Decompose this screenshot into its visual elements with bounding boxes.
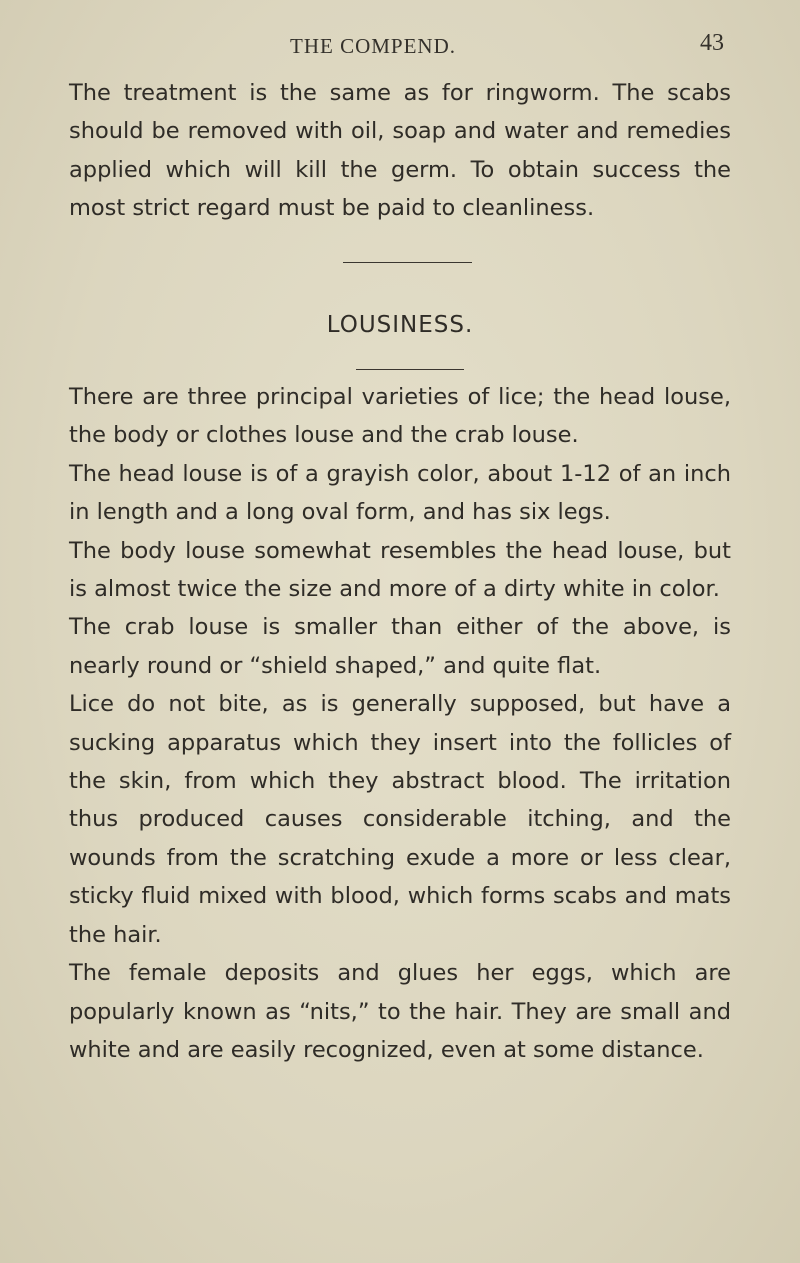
intro-text-block (69, 74, 731, 228)
paragraph-varieties: There are three principal varieties of lice; the head louse, the body or clothes louse and the crab louse. (69, 384, 731, 449)
section-body (69, 378, 731, 1069)
paragraph-lice-feeding: Lice do not bite, as is generally supposed, but have a sucking apparatus which they insert into the follicles of the skin, from which they abstract blood. The irritation thus produced causes considerable itching, and the wounds from the scratching exude a more or less clear, sticky fluid mixed with blood, which forms scabs and mats the hair. (69, 691, 731, 948)
page-number: 43 (700, 30, 724, 56)
paragraph-body-louse: The body louse somewhat resembles the head louse, but is almost twice the size and more of a dirty white in color. (69, 537, 731, 603)
running-head (0, 28, 800, 60)
section-heading: LOUSINESS. (326, 312, 474, 338)
paragraph-head-louse: The head louse is of a grayish color, about 1-12 of an inch in length and a long oval form, and has six legs. (69, 460, 731, 526)
intro-paragraph: The treatment is the same as for ringworm. The scabs should be removed with oil, soap and water and remedies applied which will kill the germ. To obtain success the most strict regard must be paid to cleanliness. (69, 80, 731, 222)
paragraph-nits: The female deposits and glues her eggs, which are popularly known as “nits,” to the hair. They are small and white and are easily recognized, even at some distance. (69, 960, 731, 1063)
paragraph-crab-louse: The crab louse is smaller than either of the above, is nearly round or “shield shaped,” and quite flat. (69, 614, 731, 679)
running-title: THE COMPEND. (290, 34, 457, 58)
section-divider-bottom (356, 369, 464, 370)
section-divider-top (343, 262, 472, 263)
